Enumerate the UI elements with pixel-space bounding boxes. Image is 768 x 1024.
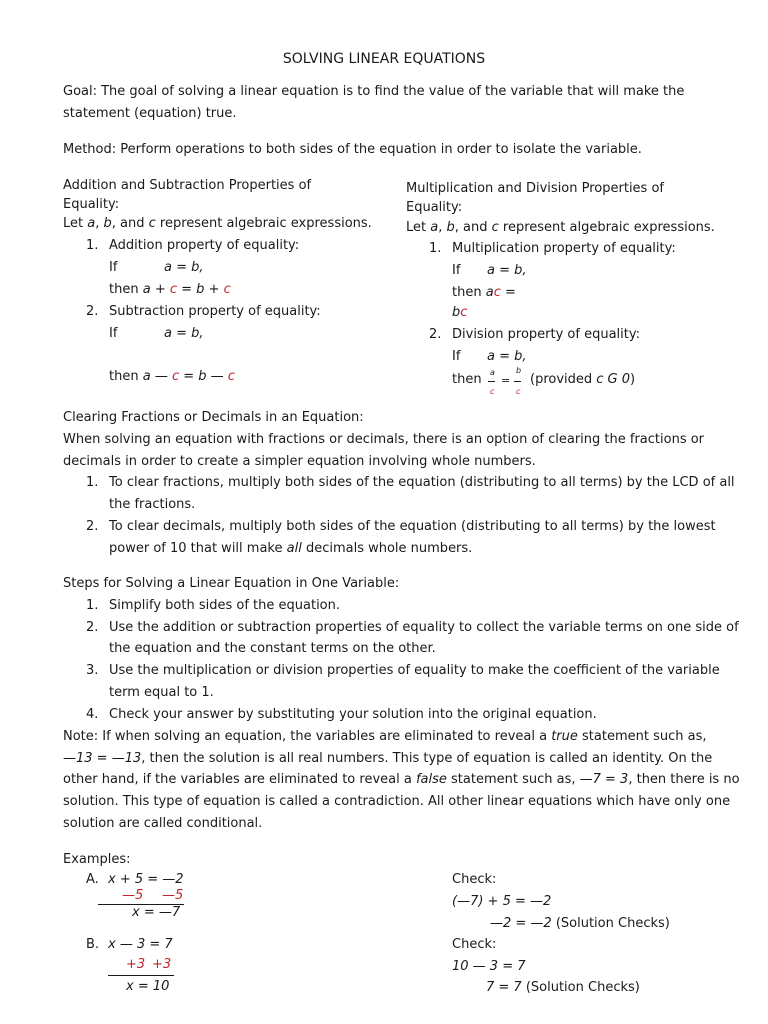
goal-line-2: statement (equation) true. (63, 106, 237, 121)
step-2-line-2: the equation and the constant terms on the other. (109, 641, 436, 656)
clearing-item-2-line-1: To clear decimals, multiply both sides of the equation (distributing to all terms) by the lowest (109, 519, 716, 534)
sub-item-number: 2. (86, 304, 99, 319)
add-sub-heading-2: Equality: (63, 197, 120, 212)
clearing-item-1-number: 1. (86, 475, 99, 490)
mult-div-heading: Multiplication and Division Properties of (406, 181, 664, 196)
example-b-rule (108, 975, 174, 976)
note-line-3: other hand, if the variables are eliminated to reveal a false statement such as, —7 = 3, then there is no (63, 772, 740, 787)
example-b-label: B. (86, 937, 100, 952)
add-item-label: Addition property of equality: (109, 238, 300, 253)
mult-div-let: Let a, b, and c represent algebraic expressions. (406, 220, 715, 235)
example-a-check-label: Check: (452, 872, 497, 887)
example-b-equation: x — 3 = 7 (108, 937, 173, 952)
div-item-number: 2. (429, 327, 442, 342)
note-line-4: solution. This type of equation is called a contradiction. All other linear equations which have only one (63, 794, 731, 809)
step-4: Check your answer by substituting your solution into the original equation. (109, 707, 597, 722)
frac-bar-left (488, 381, 495, 382)
example-a-subtract-left: —5 (122, 888, 144, 903)
step-3-line-1: Use the multiplication or division properties of equality to make the coefficient of the variable (109, 663, 720, 678)
step-3-number: 3. (86, 663, 99, 678)
example-b-check-line-1: 10 — 3 = 7 (452, 959, 526, 974)
clearing-item-2-number: 2. (86, 519, 99, 534)
goal-line-1: Goal: The goal of solving a linear equation is to find the value of the variable that will make the (63, 84, 685, 99)
method-text: Method: Perform operations to both sides of the equation in order to isolate the variable. (63, 142, 642, 157)
clearing-item-1-line-1: To clear fractions, multiply both sides of the equation (distributing to all terms) by the LCD of all (109, 475, 735, 490)
mult-then-rhs: bc (452, 305, 468, 320)
frac-equals: = (501, 374, 511, 387)
mult-if-eq: a = b, (487, 263, 527, 278)
frac-denominator-c-left: c (490, 387, 495, 396)
add-then: then a + c = b + c (109, 282, 231, 297)
mult-item-label: Multiplication property of equality: (452, 241, 676, 256)
mult-if: If (452, 263, 461, 278)
example-a-subtract-right: —5 (162, 888, 184, 903)
div-then: then (452, 372, 482, 387)
clearing-intro-1: When solving an equation with fractions or decimals, there is an option of clearing the fractions or (63, 432, 705, 447)
div-if-eq: a = b, (487, 349, 527, 364)
frac-bar-right (514, 381, 521, 382)
example-a-check-line-1: (—7) + 5 = —2 (452, 894, 552, 909)
step-1: Simplify both sides of the equation. (109, 598, 341, 613)
example-b-check-line-2: 7 = 7 (Solution Checks) (486, 980, 640, 995)
clearing-heading: Clearing Fractions or Decimals in an Equation: (63, 410, 364, 425)
add-if: If (109, 260, 118, 275)
note-line-1: Note: If when solving an equation, the variables are eliminated to reveal a true statement such as, (63, 729, 707, 744)
step-1-number: 1. (86, 598, 99, 613)
div-item-label: Division property of equality: (452, 327, 640, 342)
clearing-intro-2: decimals in order to create a simpler equation involving whole numbers. (63, 454, 536, 469)
step-3-line-2: term equal to 1. (109, 685, 214, 700)
steps-heading: Steps for Solving a Linear Equation in One Variable: (63, 576, 400, 591)
frac-numerator-a: a (490, 368, 495, 377)
add-item-number: 1. (86, 238, 99, 253)
example-b-check-label: Check: (452, 937, 497, 952)
example-a-result: x = —7 (132, 905, 181, 920)
step-4-number: 4. (86, 707, 99, 722)
add-sub-heading: Addition and Subtraction Properties of (63, 178, 312, 193)
div-provided: (provided c G 0) (530, 372, 636, 387)
frac-denominator-c-right: c (516, 387, 521, 396)
example-b-add-left: +3 (126, 957, 146, 972)
frac-numerator-b: b (516, 366, 522, 375)
example-b-result: x = 10 (126, 979, 170, 994)
examples-heading: Examples: (63, 852, 131, 867)
sub-if: If (109, 326, 118, 341)
example-a-check-line-2: —2 = —2 (Solution Checks) (490, 916, 670, 931)
note-line-2: —13 = —13, then the solution is all real numbers. This type of equation is called an identity. On the (63, 751, 713, 766)
sub-if-eq: a = b, (164, 326, 204, 341)
mult-div-heading-2: Equality: (406, 200, 463, 215)
add-sub-let: Let a, b, and c represent algebraic expressions. (63, 216, 372, 231)
div-if: If (452, 349, 461, 364)
add-if-eq: a = b, (164, 260, 204, 275)
clearing-item-1-line-2: the fractions. (109, 497, 196, 512)
sub-then: then a — c = b — c (109, 369, 235, 384)
example-a-label: A. (86, 872, 99, 887)
note-line-5: solution are called conditional. (63, 816, 263, 831)
page-title: SOLVING LINEAR EQUATIONS (282, 51, 486, 67)
mult-item-number: 1. (429, 241, 442, 256)
example-a-equation: x + 5 = —2 (108, 872, 184, 887)
example-b-add-right: +3 (152, 957, 172, 972)
step-2-line-1: Use the addition or subtraction properties of equality to collect the variable terms on one side of (109, 620, 739, 635)
mult-then: then ac = (452, 285, 516, 300)
sub-item-label: Subtraction property of equality: (109, 304, 321, 319)
clearing-item-2-line-2: power of 10 that will make all decimals whole numbers. (109, 541, 473, 556)
step-2-number: 2. (86, 620, 99, 635)
